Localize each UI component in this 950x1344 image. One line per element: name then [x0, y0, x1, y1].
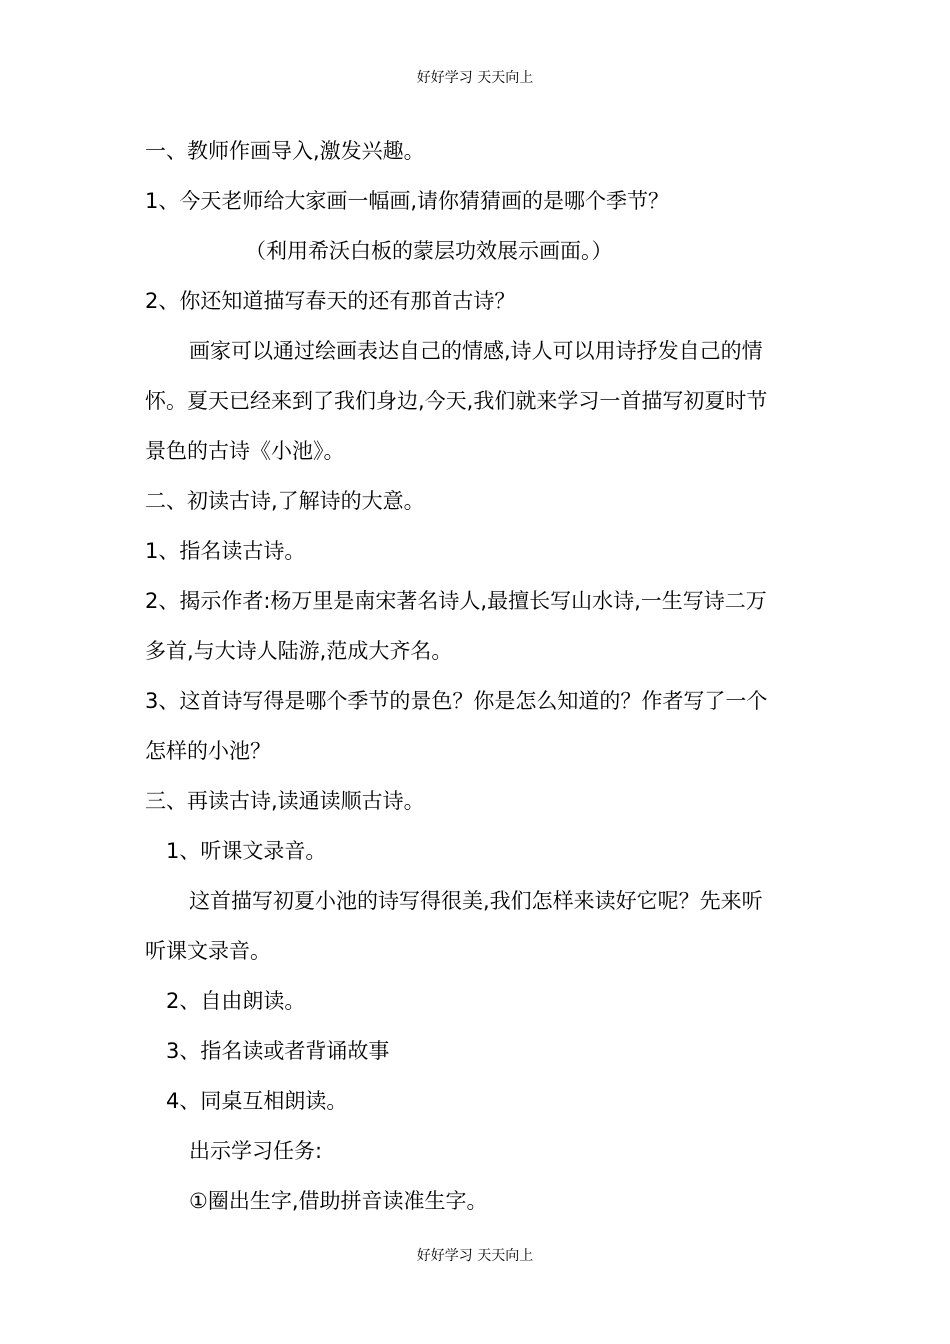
- paragraph-line: 这首描写初夏小池的诗写得很美,我们怎样来读好它呢？先来听: [189, 889, 763, 913]
- list-item: 2、你还知道描写春天的还有那首古诗？: [145, 289, 516, 313]
- list-item: 3、这首诗写得是哪个季节的景色？你是怎么知道的？作者写了一个: [145, 689, 768, 713]
- list-item: 1、今天老师给大家画一幅画,请你猜猜画的是哪个季节？: [145, 189, 670, 213]
- section-heading: 二、初读古诗,了解诗的大意。: [145, 489, 425, 513]
- document-body: [145, 126, 810, 1226]
- section-heading: 三、再读古诗,读通读顺古诗。: [145, 789, 425, 813]
- paragraph-line: 画家可以通过绘画表达自己的情感,诗人可以用诗抒发自己的情: [189, 339, 763, 363]
- note-text: （利用希沃白板的蒙层功效展示画面。）: [245, 239, 613, 263]
- list-item: 2、揭示作者:杨万里是南宋著名诗人,最擅长写山水诗,一生写诗二万: [145, 589, 767, 613]
- list-item: 3、指名读或者背诵故事: [166, 1039, 390, 1063]
- page-footer: 好好学习 天天向上: [416, 1248, 534, 1264]
- paragraph-line: 怀。夏天已经来到了我们身边,今天,我们就来学习一首描写初夏时节: [145, 389, 768, 413]
- list-item: 1、指名读古诗。: [145, 539, 306, 563]
- list-item: 2、自由朗读。: [166, 989, 306, 1013]
- paragraph-line: 怎样的小池？: [145, 739, 271, 763]
- list-item: 4、同桌互相朗读。: [166, 1089, 348, 1113]
- page-header: 好好学习 天天向上: [416, 70, 534, 86]
- list-item: 1、听课文录音。: [166, 839, 327, 863]
- paragraph-line: 多首,与大诗人陆游,范成大齐名。: [145, 639, 453, 663]
- task-heading: 出示学习任务:: [189, 1139, 323, 1163]
- task-item: ①圈出生字,借助拼音读准生字。: [189, 1189, 488, 1213]
- section-heading: 一、教师作画导入,激发兴趣。: [145, 139, 425, 163]
- paragraph-line: 景色的古诗《小池》。: [145, 439, 345, 463]
- paragraph-line: 听课文录音。: [145, 939, 271, 963]
